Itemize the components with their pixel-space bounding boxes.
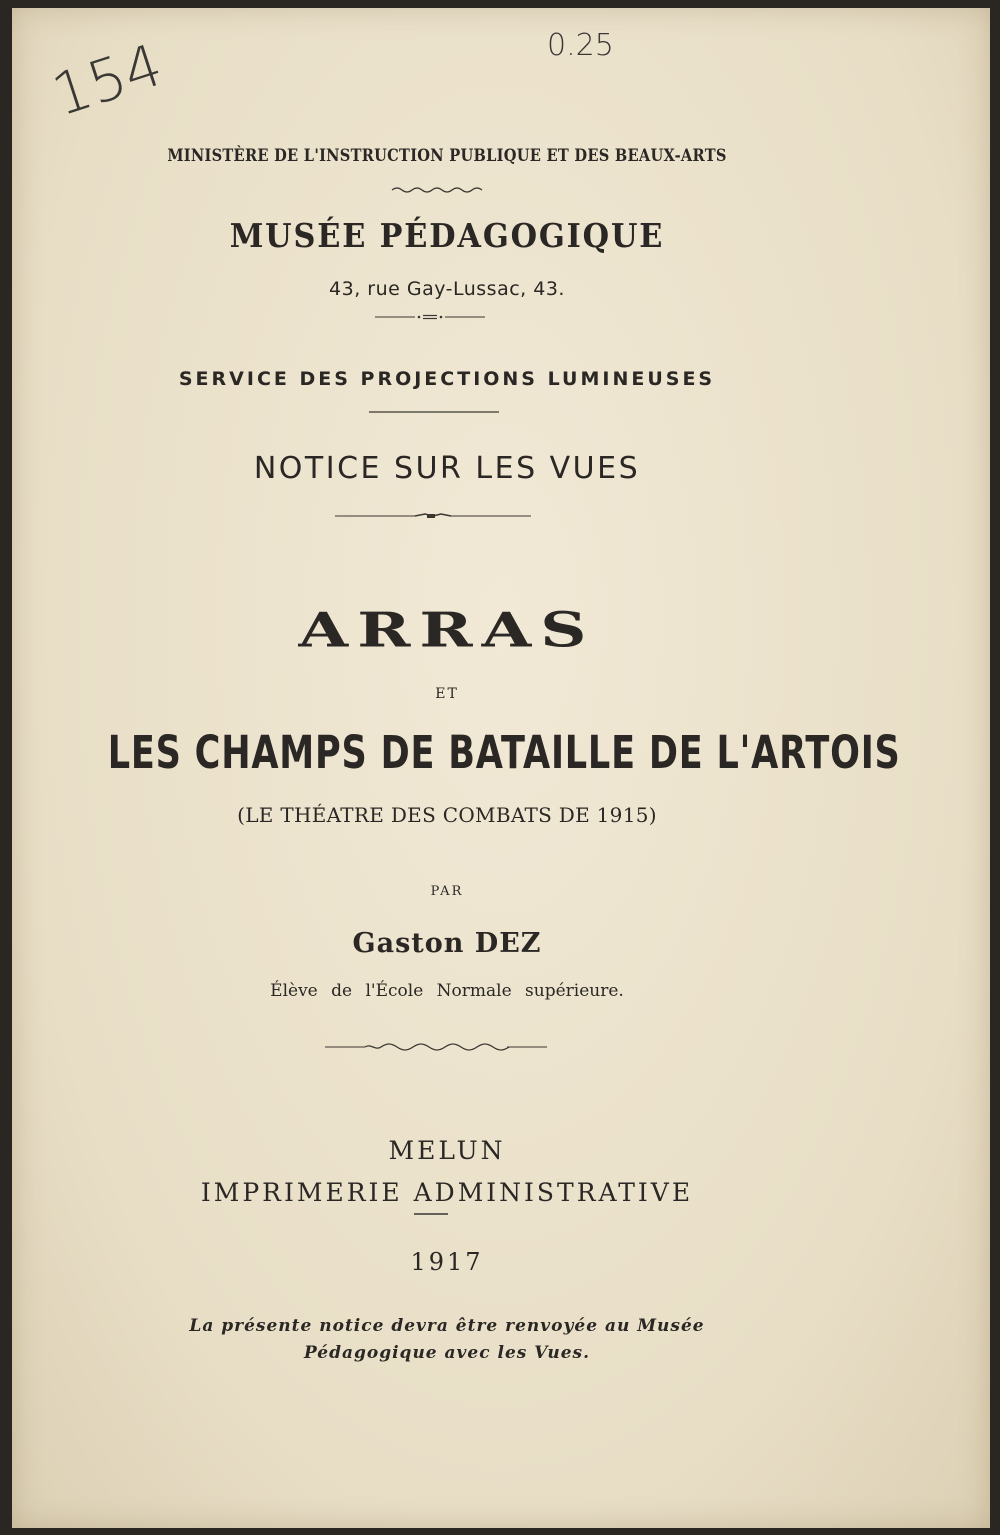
footer-note-line-2: Pédagogique avec les Vues. [303,1343,591,1363]
service-heading: SERVICE DES PROJECTIONS LUMINEUSES [178,368,716,390]
wavy-divider [392,186,482,194]
handwritten-price: 0.25 [547,28,614,63]
by-label: PAR [430,884,464,899]
title-conjunction: ET [435,686,459,702]
ornament-divider [335,511,531,521]
short-rule [414,1212,448,1216]
publisher-printer: IMPRIMERIE ADMINISTRATIVE [200,1178,694,1207]
document-page [12,8,990,1528]
main-title: ARRAS [298,602,596,659]
subtitle: LES CHAMPS DE BATAILLE DE L'ARTOIS [107,726,901,779]
publisher-city: MELUN [388,1136,506,1165]
author-name: Gaston DEZ [352,928,542,959]
author-affiliation: Élève de l'École Normale supérieure. [270,981,624,1001]
notice-heading: NOTICE SUR LES VUES [253,451,641,486]
handwritten-catalog-number: 154 [44,30,171,130]
museum-address: 43, rue Gay-Lussac, 43. [329,278,565,300]
dotted-divider [375,313,485,321]
footer-note-line-1: La présente notice devra être renvoyée au Musée [189,1316,705,1336]
rule-divider [369,410,499,414]
ministry-heading: MINISTÈRE DE L'INSTRUCTION PUBLIQUE ET DES BEAUX-ARTS [167,146,727,166]
publication-year: 1917 [410,1248,484,1276]
subtitle-detail: (LE THÉATRE DES COMBATS DE 1915) [237,803,657,827]
flourish-divider [325,1042,547,1052]
museum-title: MUSÉE PÉDAGOGIQUE [229,216,665,255]
